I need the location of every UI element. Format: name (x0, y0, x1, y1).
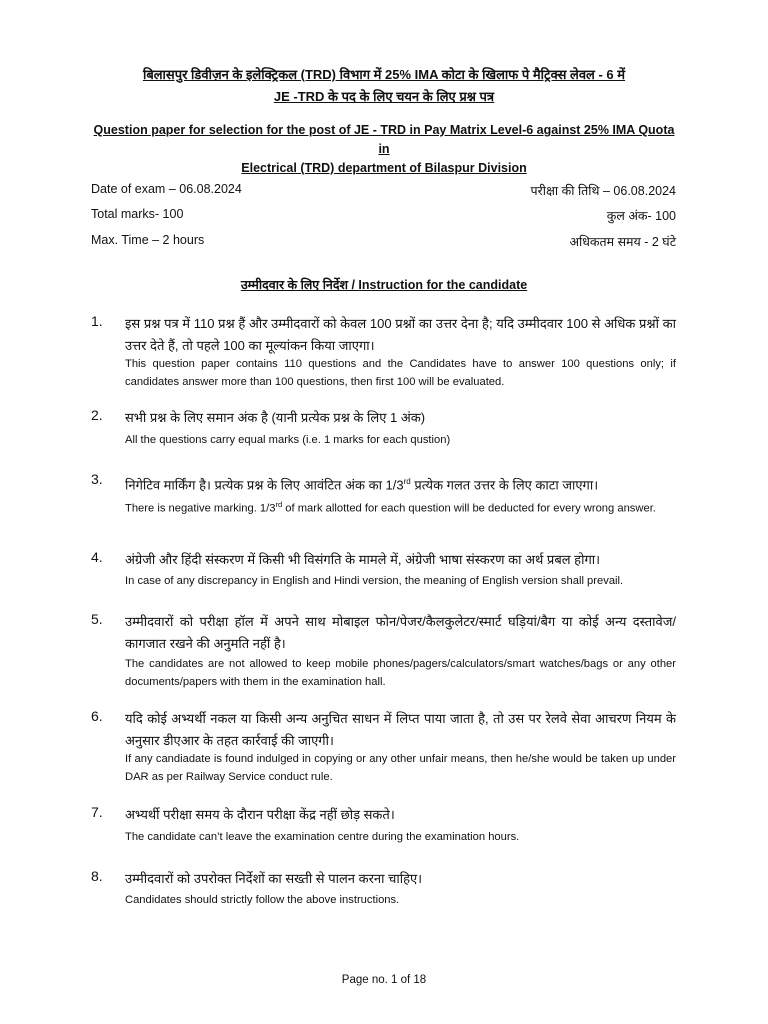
superscript: rd (403, 477, 411, 486)
hindi-title (60, 64, 708, 108)
max-time-row (91, 233, 676, 250)
instruction-english-part: of mark allotted for each question will be deducted for every wrong answer. (282, 502, 656, 515)
max-time-en: Max. Time – 2 hours (91, 233, 205, 247)
exam-date-row (91, 182, 676, 199)
hindi-title-line-2: JE -TRD के पद के लिए चयन के लिए प्रश्न पत्र (273, 89, 495, 104)
instruction-english: The candidates are not allowed to keep mobile phones/pagers/calculators/smart watches/bags or any other documents/papers with them in the examination hall. (125, 658, 676, 688)
instruction-number: 7. (91, 804, 103, 820)
instruction-number: 2. (91, 407, 103, 423)
instruction-english: Candidates should strictly follow the above instructions. (125, 894, 400, 906)
instruction-hindi: उम्मीदवारों को उपरोक्त निर्देशों का सख्ती से पालन करना चाहिए। (125, 871, 423, 886)
instruction-hindi: इस प्रश्न पत्र में 110 प्रश्न हैं और उम्मीदवारों को केवल 100 प्रश्नों का उत्तर देना है; यदि उम्मीदवार 100 से अधिक प्रश्नों का उत्तर देते हैं, तो पहले 100 का मूल्यांकन किया जाएगा। (125, 316, 676, 353)
instruction-english (125, 496, 676, 518)
instruction-hindi-part: निगेटिव मार्किंग है। प्रत्येक प्रश्न के लिए आवंटित अंक का 1/3 (125, 477, 404, 493)
instruction-english: All the questions carry equal marks (i.e. 1 marks for each qustion) (125, 434, 451, 446)
instruction-hindi: सभी प्रश्न के लिए समान अंक है (यानी प्रत्येक प्रश्न के लिए 1 अंक) (125, 410, 426, 425)
instructions-heading (90, 276, 678, 293)
total-marks-en: Total marks- 100 (91, 207, 184, 221)
instruction-number: 4. (91, 549, 103, 565)
instruction-hindi: अंग्रेजी और हिंदी संस्करण में किसी भी विसंगति के मामले में, अंग्रेजी भाषा संस्करण का अर्थ प्रबल होगा। (125, 552, 601, 567)
instruction-number: 3. (91, 471, 103, 487)
instruction-number: 1. (91, 313, 103, 329)
total-marks-row (91, 207, 676, 224)
exam-date-en: Date of exam – 06.08.2024 (91, 182, 242, 196)
instruction-number: 6. (91, 708, 103, 724)
instruction-english: This question paper contains 110 questions and the Candidates have to answer 100 questions only; if candidates answer more than 100 questions, then first 100 will be evaluated. (125, 358, 676, 388)
instruction-hindi (125, 471, 676, 496)
instruction-english: The candidate can’t leave the examination centre during the examination hours. (125, 831, 520, 843)
instruction-hindi: उम्मीदवारों को परीक्षा हॉल में अपने साथ मोबाइल फोन/पेजर/कैलकुलेटर/स्मार्ट घड़ियां/बैग या कोई अन्य दस्तावेज/कागजात रखने की अनुमति नहीं है। (125, 614, 676, 651)
total-marks-hi: कुल अंक- 100 (606, 209, 676, 223)
instruction-english: If any candiadate is found indulged in copying or any other unfair means, then he/she would be taken up under DAR as per Railway Service conduct rule. (125, 753, 676, 783)
instruction-number: 5. (91, 611, 103, 627)
instruction-hindi-part: प्रत्येक गलत उत्तर के लिए काटा जाएगा। (410, 477, 599, 493)
instruction-hindi: अभ्यर्थी परीक्षा समय के दौरान परीक्षा केंद्र नहीं छोड़ सकते। (125, 807, 395, 822)
english-title-line-2: Electrical (TRD) department of Bilaspur Division (241, 161, 527, 175)
instruction-hindi: यदि कोई अभ्यर्थी नकल या किसी अन्य अनुचित साधन में लिप्त पाया जाता है, तो उस पर रेलवे सेवा आचरण नियम के अनुसार डीएआर के तहत कार्रवाई की जाएगी। (125, 711, 676, 748)
max-time-hi: अधिकतम समय - 2 घंटे (569, 235, 676, 249)
instructions-heading-text: उम्मीदवार के लिए निर्देश / Instruction for the candidate (240, 278, 528, 292)
english-title-line-1: Question paper for selection for the post of JE - TRD in Pay Matrix Level-6 against 25% IMA Quota in (93, 123, 675, 156)
page-number-footer: Page no. 1 of 18 (341, 974, 427, 986)
english-title (90, 121, 678, 178)
instruction-number: 8. (91, 868, 103, 884)
instruction-english-part: There is negative marking. 1/3 (125, 502, 276, 515)
instruction-english: In case of any discrepancy in English and Hindi version, the meaning of English version shall prevail. (125, 575, 624, 587)
exam-date-hi: परीक्षा की तिथि – 06.08.2024 (530, 184, 676, 198)
superscript: rd (275, 500, 283, 509)
hindi-title-line-1: बिलासपुर डिवीज़न के इलेक्ट्रिकल (TRD) विभाग में 25% IMA कोटा के खिलाफ पे मैट्रिक्स लेवल - 6 में (142, 67, 626, 82)
